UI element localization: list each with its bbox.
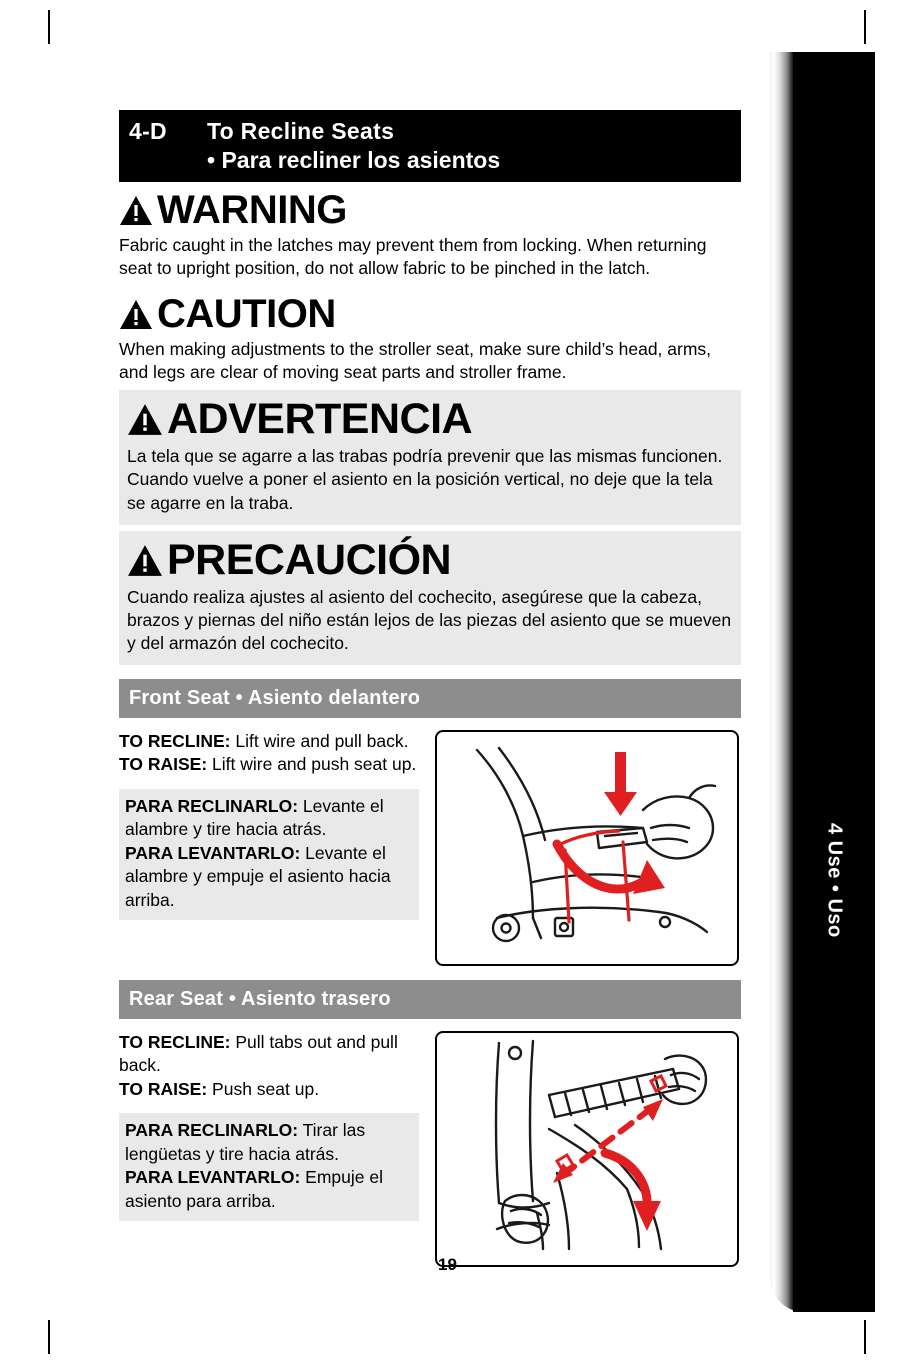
- alert-precaucion-title: [127, 535, 733, 584]
- alert-precaucion-body: Cuando realiza ajustes al asiento del cochecito, asegúrese que la cabeza, brazos y piernas del niño están lejos de las piezas del asiento que se mueven y del armazón del cochecito.: [127, 586, 732, 653]
- section-title-es: • Para recliner los asientos: [207, 147, 501, 173]
- front-seat-row: [119, 730, 741, 966]
- alert-advertencia: [119, 390, 741, 524]
- alert-caution-body: When making adjustments to the stroller seat, make sure child’s head, arms, and legs are clear of moving seat parts and stroller frame.: [119, 339, 712, 383]
- warning-triangle-icon: [119, 195, 153, 226]
- rear-seat-en-label1: TO RECLINE:: [119, 1031, 231, 1052]
- page-number: 19: [438, 1255, 457, 1274]
- warning-triangle-icon: [119, 299, 153, 330]
- rear-seat-es-text1: Tirar las lengüetas y tire hacia atrás.: [125, 1120, 366, 1164]
- front-seat-text: [119, 730, 419, 966]
- front-seat-en-text1: Lift wire and pull back.: [230, 730, 409, 751]
- alert-caution: [119, 286, 741, 390]
- front-seat-en-label1: TO RECLINE:: [119, 730, 231, 751]
- warning-triangle-icon: [127, 403, 163, 436]
- front-seat-es-text1: Levante el alambre y tire hacia atrás.: [125, 795, 384, 840]
- crop-mark-bottom-right: [864, 1320, 866, 1354]
- rear-seat-bar: Rear Seat • Asiento trasero: [119, 980, 741, 1019]
- crop-mark-top-left: [48, 10, 50, 44]
- rear-seat-es-label2: PARA LEVANTARLO:: [125, 1167, 301, 1188]
- alert-warning-title: [119, 190, 741, 230]
- section-code: 4-D: [129, 118, 167, 144]
- alert-caution-word: CAUTION: [157, 292, 336, 337]
- rear-seat-text-es: [119, 1113, 419, 1221]
- crop-mark-top-right: [864, 10, 866, 44]
- front-seat-en-label2: TO RAISE:: [119, 754, 208, 775]
- rear-seat-en-label2: TO RAISE:: [119, 1078, 208, 1099]
- rear-seat-en-text2: Push seat up.: [207, 1078, 320, 1099]
- front-seat-text-en: [119, 730, 419, 777]
- section-header: [119, 110, 741, 182]
- alert-warning-word: WARNING: [157, 188, 347, 232]
- alert-advertencia-body: La tela que se agarre a las trabas podría prevenir que las mismas funcionen. Cuando vuelve a poner el asiento en la posición vertical, no deje que la tela se agarre en la traba.: [127, 446, 723, 513]
- rear-seat-illustration: [435, 1031, 739, 1267]
- alert-warning-body: Fabric caught in the latches may prevent them from locking. When returning seat to upright position, do not allow fabric to be pinched in the latch.: [119, 235, 707, 279]
- front-seat-text-es: [119, 789, 419, 920]
- warning-triangle-icon: [127, 544, 163, 577]
- section-title-en: To Recline Seats: [207, 118, 395, 144]
- section-header-line1: [129, 118, 731, 145]
- rear-seat-text-en: [119, 1031, 419, 1101]
- alert-advertencia-word: ADVERTENCIA: [167, 395, 473, 444]
- alert-precaucion: [119, 531, 741, 665]
- alert-warning: [119, 182, 741, 286]
- side-tab-label: 4 Use • Uso: [823, 822, 846, 938]
- rear-seat-es-label1: PARA RECLINARLO:: [125, 1120, 299, 1141]
- alert-advertencia-title: [127, 395, 733, 444]
- front-seat-es-label1: PARA RECLINARLO:: [125, 795, 299, 816]
- front-seat-es-text2: Levante el alambre y empuje el asiento hacia arriba.: [125, 842, 391, 910]
- rear-seat-es-text2: Empuje el asiento para arriba.: [125, 1167, 383, 1211]
- rear-seat-row: [119, 1031, 741, 1267]
- alert-precaucion-word: PRECAUCIÓN: [167, 535, 452, 584]
- front-seat-bar: Front Seat • Asiento delantero: [119, 679, 741, 718]
- front-seat-en-text2: Lift wire and push seat up.: [207, 754, 417, 775]
- rear-seat-en-text1: Pull tabs out and pull back.: [119, 1031, 398, 1076]
- page-content: [119, 110, 741, 1267]
- rear-seat-text: [119, 1031, 419, 1267]
- side-tab: [793, 52, 875, 1312]
- front-seat-es-label2: PARA LEVANTARLO:: [125, 842, 301, 863]
- alert-caution-title: [119, 292, 741, 337]
- crop-mark-bottom-left: [48, 1320, 50, 1354]
- front-seat-illustration: [435, 730, 739, 966]
